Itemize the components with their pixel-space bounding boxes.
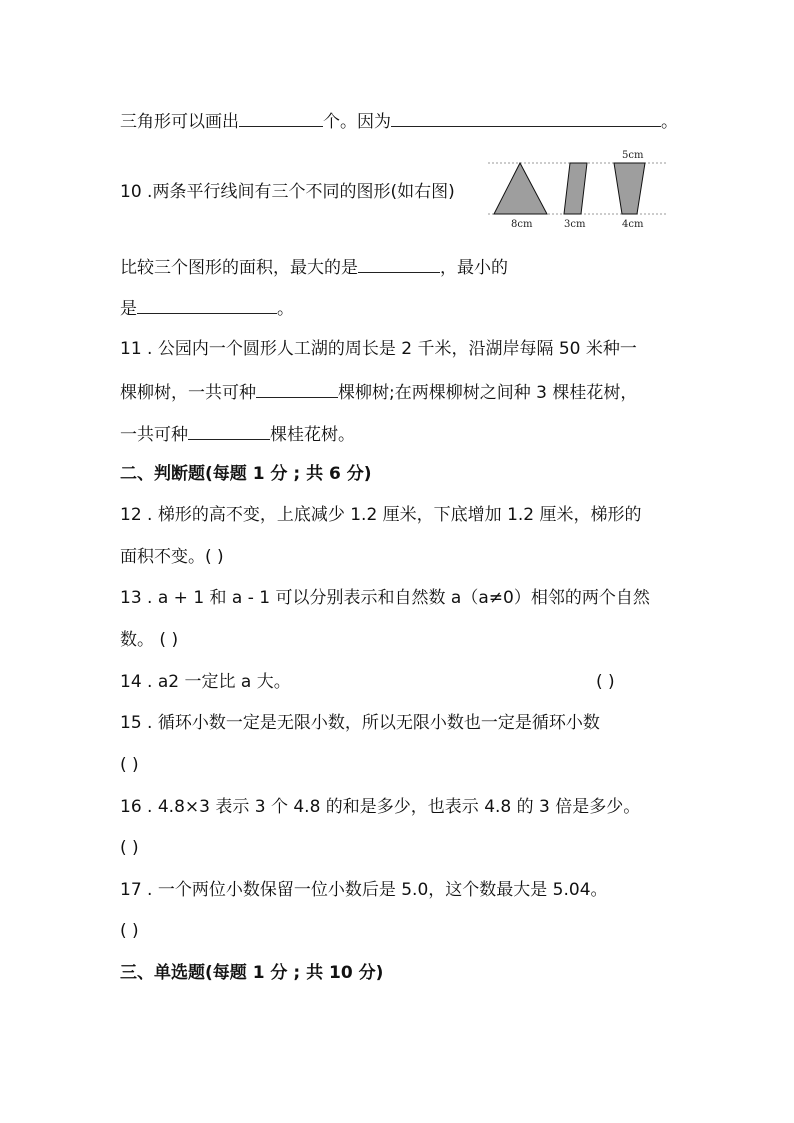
q17-answer-paren[interactable]: ( ) [120,921,139,941]
q9-text-3: 。 [661,112,678,132]
q10-line-3 [120,295,294,321]
q15-line-1: 15 . 循环小数一定是无限小数，所以无限小数也一定是循环小数 [120,713,600,733]
trapezoid-shape [614,163,645,214]
q16-answer-paren[interactable]: ( ) [120,838,139,858]
section-3-title: 三、单选题(每题 1 分 ; 共 10 分) [120,963,384,983]
q16-line-1: 16 . 4.8×3 表示 3 个 4.8 的和是多少，也表示 4.8 的 3 倍是多少。 [120,797,641,817]
q13-line-2: 数。 ( ) [120,630,179,650]
q9-text-2: 个。因为 [323,112,391,132]
q14-line: 14 . a2 一定比 a 大。 [120,672,291,692]
q10-answer-blank-largest[interactable] [358,254,440,273]
q11-text-2b: 棵柳树;在两棵柳树之间种 3 棵桂花树， [338,383,638,403]
q17-line-1: 17 . 一个两位小数保留一位小数后是 5.0，这个数最大是 5.04。 [120,880,608,900]
q10-text-2a: 比较三个图形的面积，最大的是 [120,258,358,278]
label-8cm: 8cm [511,219,533,230]
q12-line-1: 12 . 梯形的高不变，上底减少 1.2 厘米，下底增加 1.2 厘米，梯形的 [120,505,642,525]
q11-line-2 [120,379,637,405]
q10-line-2 [120,254,508,280]
q13-line-1: 13 . a + 1 和 a - 1 可以分别表示和自然数 a（a≠0）相邻的两个自然 [120,588,650,608]
q11-line-3 [120,421,355,447]
q12-line-2: 面积不变。( ) [120,547,224,567]
q10-line-1: 10 .两条平行线间有三个不同的图形(如右图) [120,182,455,202]
q9-text-1: 三角形可以画出 [120,112,239,132]
q11-text-2a: 棵柳树，一共可种 [120,383,256,403]
q9-answer-blank-2[interactable] [391,108,661,127]
section-2-title: 二、判断题(每题 1 分 ; 共 6 分) [120,464,372,484]
triangle-shape [494,163,547,214]
q11-text-3b: 棵桂花树。 [270,425,355,445]
q14-answer-paren[interactable]: ( ) [596,672,615,692]
q15-answer-paren[interactable]: ( ) [120,755,139,775]
q11-line-1: 11 . 公园内一个圆形人工湖的周长是 2 千米，沿湖岸每隔 50 米种一 [120,339,637,359]
label-5cm: 5cm [622,150,644,161]
q11-answer-blank-osmanthus[interactable] [188,421,270,440]
q10-text-3b: 。 [277,299,294,319]
q11-text-3a: 一共可种 [120,425,188,445]
label-3cm: 3cm [564,219,586,230]
q10-figure [488,150,673,232]
label-4cm: 4cm [622,219,644,230]
parallelogram-shape [564,163,587,214]
q9-line [120,108,678,134]
q9-answer-blank-1[interactable] [239,108,323,127]
q10-text-2b: ，最小的 [440,258,508,278]
q11-answer-blank-willow[interactable] [256,379,338,398]
q10-text-3a: 是 [120,299,137,319]
q10-answer-blank-smallest[interactable] [137,295,277,314]
